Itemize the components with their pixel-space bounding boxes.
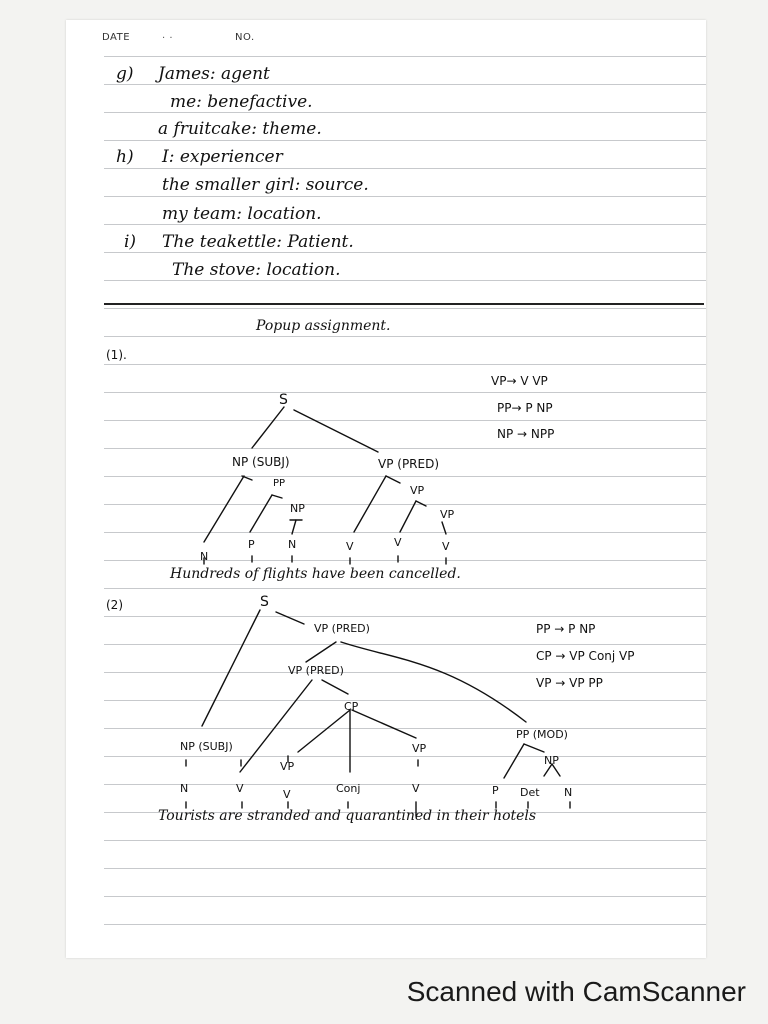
- answer-line: I: experiencer: [162, 147, 283, 167]
- q2-branch: [276, 612, 304, 624]
- q1-node-pp: PP: [273, 478, 286, 489]
- q1-branch: [400, 501, 416, 532]
- q2-node-cp: CP: [344, 700, 359, 713]
- answer-marker-h: h): [116, 147, 134, 167]
- answer-line: The teakettle: Patient.: [162, 232, 354, 252]
- q1-branch: [442, 522, 446, 534]
- question-2-number: (2): [106, 598, 123, 612]
- q1-node-vp2: VP: [440, 508, 455, 521]
- q1-terminal-v2: V: [394, 536, 402, 549]
- notebook-page: [66, 20, 706, 958]
- rule-line: PP → P NP: [536, 622, 596, 636]
- date-dots: . .: [162, 30, 174, 41]
- q2-node-vp-b: VP: [412, 742, 427, 755]
- q2-terminal-n: N: [180, 782, 189, 795]
- q1-branch: [292, 520, 296, 534]
- answer-line: James: agent: [158, 64, 270, 84]
- q2-branch: [240, 680, 312, 772]
- q2-terminal-conj: Conj: [336, 782, 361, 795]
- question-1-number: (1).: [106, 348, 127, 362]
- q1-node-np-subj: NP (SUBJ): [232, 455, 290, 469]
- q1-branch: [204, 476, 244, 542]
- number-label: NO.: [235, 32, 255, 43]
- q2-branch: [524, 744, 544, 752]
- q2-terminal-det: Det: [520, 786, 540, 799]
- q1-branch: [416, 501, 426, 506]
- q1-branch: [294, 410, 378, 452]
- q2-node-vp-pred2: VP (PRED): [288, 664, 344, 677]
- answer-line: me: benefactive.: [170, 92, 313, 112]
- q2-branch: [352, 710, 416, 738]
- q2-node-vp-pred: VP (PRED): [314, 622, 370, 635]
- answer-line: the smaller girl: source.: [162, 175, 369, 195]
- q1-terminal-p: P: [248, 538, 255, 551]
- assignment-title: Popup assignment.: [256, 318, 391, 334]
- q2-branch: [202, 610, 260, 726]
- q1-node-np: NP: [290, 502, 305, 515]
- q2-sentence: Tourists are stranded and quarantined in their hotels: [158, 808, 537, 824]
- q2-terminal-p: P: [492, 784, 499, 797]
- answer-line: a fruitcake: theme.: [158, 119, 322, 139]
- q2-terminal-v3: V: [412, 782, 420, 795]
- q1-terminal-n2: N: [288, 538, 297, 551]
- q2-node-pp-mod: PP (MOD): [516, 728, 568, 741]
- q1-node-vp-pred: VP (PRED): [378, 457, 440, 471]
- q1-branch: [252, 407, 284, 448]
- date-label: DATE: [102, 32, 131, 43]
- q2-branch: [298, 710, 350, 752]
- q2-branch: [341, 642, 526, 722]
- q2-terminal-v2: V: [283, 788, 291, 801]
- q2-node-s: S: [260, 594, 269, 610]
- q1-node-s: S: [279, 392, 288, 408]
- q1-branch: [354, 476, 386, 532]
- q1-branch: [386, 476, 400, 483]
- q1-sentence: Hundreds of flights have been cancelled.: [170, 566, 461, 582]
- answer-marker-g: g): [116, 64, 134, 84]
- q2-terminal-n2: N: [564, 786, 573, 799]
- rule-line: CP → VP Conj VP: [536, 649, 635, 663]
- q1-terminal-v1: V: [346, 540, 354, 553]
- q2-terminal-v: V: [236, 782, 244, 795]
- q1-terminal-n1: N: [200, 550, 209, 563]
- q1-branch: [250, 495, 272, 532]
- scanner-watermark: Scanned with CamScanner: [406, 976, 746, 1007]
- answer-line: The stove: location.: [172, 260, 341, 280]
- q2-node-np: NP: [544, 754, 559, 767]
- rule-line: PP→ P NP: [497, 401, 553, 415]
- rule-line: VP → VP PP: [536, 676, 603, 690]
- rule-line: NP → NPP: [497, 427, 555, 441]
- q2-branch: [504, 744, 524, 778]
- q2-branch: [322, 680, 348, 694]
- q1-branch: [272, 495, 282, 498]
- answer-marker-i: i): [124, 232, 137, 252]
- q2-node-vp-a: VP: [280, 760, 295, 773]
- answer-line: my team: location.: [162, 204, 322, 224]
- q1-terminal-v3: V: [442, 540, 450, 553]
- rule-line: VP→ V VP: [491, 374, 548, 388]
- q2-node-np-subj: NP (SUBJ): [180, 740, 233, 753]
- q2-branch: [306, 642, 336, 662]
- q1-node-vp1: VP: [410, 484, 425, 497]
